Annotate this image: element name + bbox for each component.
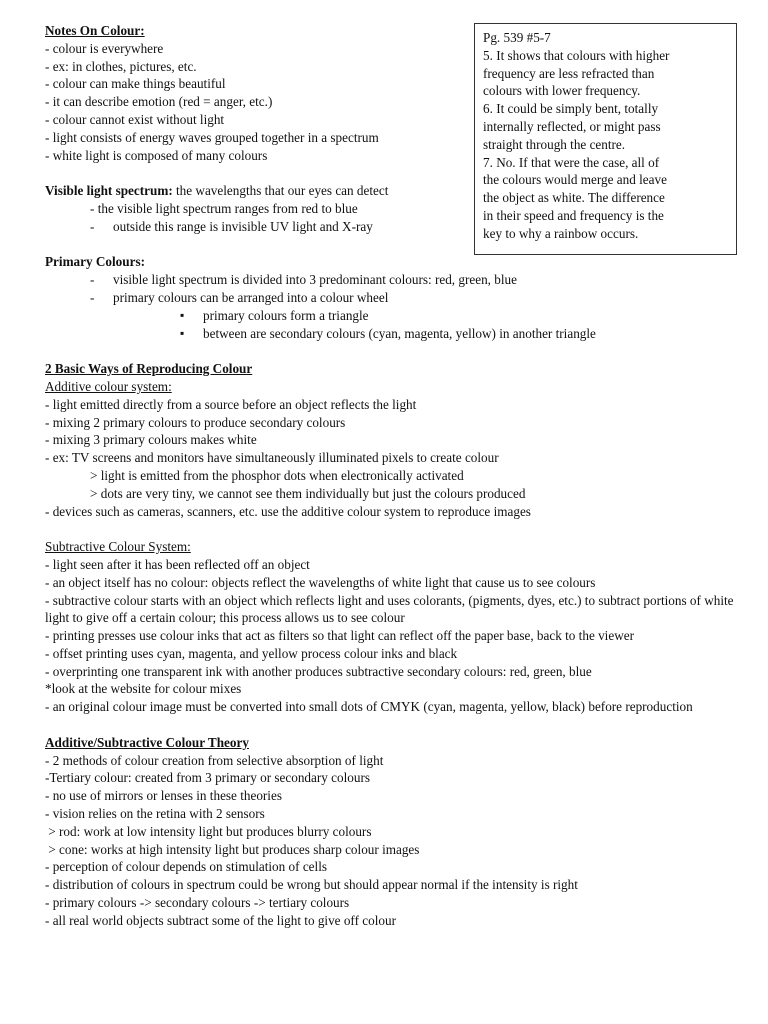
notes-title: Notes On Colour: [45, 23, 145, 38]
subtractive-line: - light seen after it has been reflected off an object [45, 556, 310, 572]
additive-sub-line: > dots are very tiny, we cannot see them individually but just the colours produced [90, 485, 526, 501]
primary-colours-bullet: ▪ primary colours form a triangle [45, 307, 735, 325]
answer-box-line: the colours would merge and leave [483, 172, 667, 188]
answer-box-line: 7. No. If that were the case, all of [483, 154, 660, 170]
additive-line: - mixing 3 primary colours makes white [45, 432, 257, 448]
additive-line: - devices such as cameras, scanners, etc. use the additive colour system to reproduce images [45, 503, 531, 519]
answer-box [474, 23, 737, 255]
primary-colours-item: - primary colours can be arranged into a colour wheel [45, 289, 735, 307]
additive-line: - mixing 2 primary colours to produce secondary colours [45, 414, 346, 430]
colour-theory-title: Additive/Subtractive Colour Theory [45, 734, 249, 750]
reproducing-colour-title: 2 Basic Ways of Reproducing Colour [45, 361, 253, 377]
notes-line: - white light is composed of many colours [45, 147, 268, 163]
theory-line: - all real world objects subtract some of the light to give off colour [45, 912, 396, 928]
theory-line: - 2 methods of colour creation from selective absorption of light [45, 752, 384, 768]
additive-line: - light emitted directly from a source before an object reflects the light [45, 396, 417, 412]
answer-box-line: Pg. 539 #5-7 [483, 30, 551, 45]
notes-line: - colour cannot exist without light [45, 111, 225, 127]
visible-spectrum-term: Visible light spectrum: [45, 183, 173, 199]
subtractive-line: - printing presses use colour inks that act as filters so that light can reflect off the paper base, back to the viewer [45, 628, 634, 644]
answer-box-line: 6. It could be simply bent, totally [483, 101, 659, 117]
theory-line: -Tertiary colour: created from 3 primary or secondary colours [45, 770, 370, 786]
subtractive-line: - subtractive colour starts with an object which reflects light and uses colorants, (pigments, dyes, etc.) to subtract portions of white light to give off a certain colour; this process allows us to see colour [45, 592, 734, 626]
subtractive-line: - an original colour image must be converted into small dots of CMYK (cyan, magenta, yellow, black) before reproduction [45, 699, 693, 715]
additive-line: - ex: TV screens and monitors have simultaneously illuminated pixels to create colour [45, 450, 499, 466]
notes-line: - light consists of energy waves grouped together in a spectrum [45, 129, 379, 145]
additive-sub-line: > light is emitted from the phosphor dots when electronically activated [90, 467, 464, 483]
answer-box-line: the object as white. The difference [483, 190, 665, 206]
answer-box-line: key to why a rainbow occurs. [483, 225, 639, 241]
answer-box-line: 5. It shows that colours with higher [483, 47, 670, 63]
primary-colours-item: - visible light spectrum is divided into 3 predominant colours: red, green, blue [45, 271, 735, 289]
primary-colours-bullet: ▪ between are secondary colours (cyan, magenta, yellow) in another triangle [45, 325, 735, 343]
theory-line: - perception of colour depends on stimulation of cells [45, 859, 327, 875]
notes-line: - colour can make things beautiful [45, 76, 226, 92]
additive-system-title: Additive colour system: [45, 378, 172, 394]
subtractive-line: - overprinting one transparent ink with another produces subtractive secondary colours: red, green, blue [45, 663, 592, 679]
notes-line: - colour is everywhere [45, 40, 164, 56]
answer-box-line: colours with lower frequency. [483, 83, 641, 99]
answer-box-line: internally reflected, or might pass [483, 118, 661, 134]
subtractive-system-title: Subtractive Colour System: [45, 539, 191, 555]
theory-line: - distribution of colours in spectrum could be wrong but should appear normal if the intensity is right [45, 877, 578, 893]
subtractive-line: - offset printing uses cyan, magenta, and yellow process colour inks and black [45, 645, 458, 661]
answer-box-line: in their speed and frequency is the [483, 207, 664, 223]
theory-line: - no use of mirrors or lenses in these theories [45, 788, 282, 804]
subtractive-line: *look at the website for colour mixes [45, 681, 242, 697]
theory-line: - primary colours -> secondary colours -> tertiary colours [45, 895, 350, 911]
visible-spectrum-sub: - outside this range is invisible UV light and X-ray [45, 218, 735, 236]
theory-line: - vision relies on the retina with 2 sensors [45, 806, 265, 822]
visible-spectrum-text: the wavelengths that our eyes can detect [172, 183, 389, 199]
notes-line: - it can describe emotion (red = anger, etc.) [45, 94, 273, 110]
theory-line: > cone: works at high intensity light but produces sharp colour images [45, 841, 420, 857]
theory-line: > rod: work at low intensity light but produces blurry colours [45, 823, 372, 839]
visible-spectrum-sub: - the visible light spectrum ranges from red to blue [90, 200, 358, 216]
answer-box-line: straight through the centre. [483, 136, 626, 152]
answer-box-line: frequency are less refracted than [483, 65, 655, 81]
primary-colours-title: Primary Colours: [45, 254, 145, 270]
notes-line: - ex: in clothes, pictures, etc. [45, 58, 197, 74]
subtractive-line: - an object itself has no colour: objects reflect the wavelengths of white light that cause us to see colours [45, 574, 596, 590]
